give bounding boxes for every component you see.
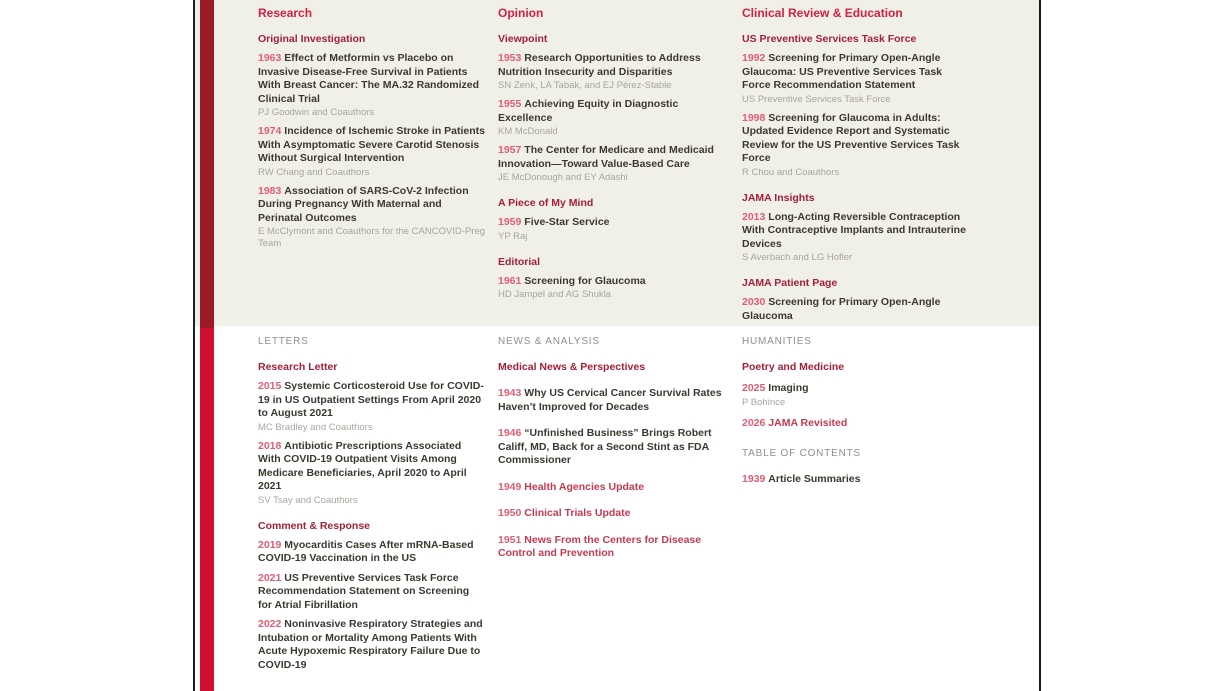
page-number: 1950	[498, 507, 522, 519]
page-number: 1961	[498, 274, 522, 287]
section-header-table-of-contents: TABLE OF CONTENTS	[742, 448, 861, 459]
toc-group-editorial	[498, 256, 726, 302]
toc-item	[498, 98, 726, 138]
article-authors: E McClymont and Coauthors for the CANCOVID-Preg Team	[258, 226, 486, 249]
article-title: Antibiotic Prescriptions Associated With COVID-19 Outpatient Visits Among Medicare Beneficiaries, April 2020 to April 2021	[258, 439, 467, 492]
article-authors: SV Tsay and Coauthors	[258, 494, 358, 506]
page-number: 2015	[258, 380, 282, 392]
article-authors: PJ Goodwin and Coauthors	[258, 107, 375, 118]
article-line	[498, 216, 726, 230]
toc-item	[258, 52, 486, 119]
toc-group-jama-patient-page	[742, 277, 970, 323]
column-clinical-review	[742, 7, 970, 323]
toc-item	[742, 417, 970, 431]
column-news-analysis	[498, 336, 726, 561]
article-authors: KM McDonald	[498, 126, 558, 137]
category-label: A Piece of My Mind	[498, 197, 594, 209]
page-number: 1953	[498, 52, 522, 64]
toc-item	[258, 440, 486, 507]
article-title: Incidence of Ischemic Stroke in Patients With Asymptomatic Severe Carotid Stenosis Without Surgical Intervention	[258, 125, 486, 164]
category-label: Viewpoint	[498, 33, 548, 45]
toc-item	[258, 539, 486, 566]
article-title: Screening for Primary Open-Angle Glaucoma	[742, 296, 941, 322]
article-authors: RW Chang and Coauthors	[258, 166, 370, 178]
article-title: News From the Centers for Disease Control and Prevention	[498, 533, 702, 559]
article-authors: S Averbach and LG Hofler	[742, 252, 853, 263]
article-authors: R Chou and Coauthors	[742, 166, 840, 178]
page-number: 1949	[498, 480, 522, 493]
toc-item	[498, 507, 726, 521]
article-title: Research Opportunities to Address Nutrition Insecurity and Disparities	[498, 52, 701, 78]
article-line	[258, 52, 486, 106]
page-number: 1959	[498, 216, 522, 228]
toc-item	[742, 211, 970, 265]
article-line	[498, 98, 726, 125]
section-header-research: Research	[258, 6, 313, 20]
toc-item	[258, 572, 486, 613]
article-title: US Preventive Services Task Force Recommendation Statement on Screening for Atrial Fibrillation	[258, 571, 470, 611]
column-opinion	[498, 7, 726, 301]
toc-group-us-preventive-services-task-force	[742, 33, 970, 179]
column-humanities	[742, 336, 970, 487]
article-line	[498, 507, 726, 521]
page-number: 1951	[498, 533, 522, 546]
article-title: Imaging	[768, 382, 809, 394]
toc-group-untitled	[742, 473, 970, 487]
article-line	[742, 296, 970, 323]
page-number: 2030	[742, 296, 766, 308]
page-number: 1946	[498, 427, 522, 439]
article-title: Why US Cervical Cancer Survival Rates Haven’t Improved for Decades	[498, 387, 722, 413]
article-title: “Unfinished Business” Brings Robert Califf, MD, Back for a Second Stint as FDA Commissioner	[498, 427, 712, 466]
article-title: The Center for Medicare and Medicaid Innovation—Toward Value-Based Care	[498, 144, 714, 170]
column-research	[258, 7, 486, 250]
toc-group-research-letter	[258, 361, 486, 507]
article-line	[258, 380, 486, 421]
toc-item	[498, 275, 726, 302]
article-title: Article Summaries	[768, 473, 861, 485]
section-header-opinion: Opinion	[498, 6, 544, 20]
toc-item	[258, 380, 486, 434]
toc-item	[498, 427, 726, 468]
article-title: Effect of Metformin vs Placebo on Invasive Disease-Free Survival in Patients With Breast Cancer: The MA.32 Randomized Clinical Trial	[258, 52, 480, 105]
category-label: JAMA Insights	[742, 191, 815, 204]
toc-group-poetry-and-medicine	[742, 361, 970, 430]
category-label: Comment & Response	[258, 519, 371, 532]
article-title: Five-Star Service	[524, 216, 610, 228]
article-title: Clinical Trials Update	[524, 507, 631, 519]
toc-item	[258, 618, 486, 672]
article-line	[498, 52, 726, 79]
page-number: 2019	[258, 538, 282, 551]
article-title: Myocarditis Cases After mRNA-Based COVID-19 Vaccination in the US	[258, 538, 474, 564]
article-title: Screening for Glaucoma in Adults: Updated Evidence Report and Systematic Review for the US Preventive Services Task Force	[742, 111, 960, 164]
article-line	[258, 440, 486, 494]
toc-item	[742, 296, 970, 323]
article-authors: US Preventive Services Task Force	[742, 93, 891, 105]
category-label: Medical News & Perspectives	[498, 361, 646, 373]
article-line	[258, 185, 486, 226]
page-number: 2013	[742, 210, 766, 223]
article-line	[258, 572, 486, 613]
toc-item	[498, 481, 726, 495]
article-title: Screening for Glaucoma	[524, 274, 646, 287]
toc-group-jama-insights	[742, 192, 970, 265]
category-label: US Preventive Services Task Force	[742, 33, 917, 45]
column-letters	[258, 336, 486, 672]
toc-item	[498, 387, 726, 414]
category-label: Poetry and Medicine	[742, 361, 845, 373]
page-number: 1974	[258, 125, 282, 137]
toc-item	[742, 382, 970, 409]
toc-item	[258, 125, 486, 179]
page-number: 1943	[498, 387, 522, 399]
toc-group-medical-news-perspectives	[498, 361, 726, 561]
article-title: JAMA Revisited	[768, 416, 848, 429]
toc-group-comment-response	[258, 520, 486, 673]
article-line	[742, 211, 970, 252]
article-title: Systemic Corticosteroid Use for COVID-19 in US Outpatient Settings From April 2020 to August 2021	[258, 380, 484, 419]
page-number: 1998	[742, 111, 766, 124]
article-line	[258, 618, 486, 672]
toc-item	[498, 52, 726, 92]
article-authors: MC Bradley and Coauthors	[258, 421, 373, 433]
article-authors: P Bohince	[742, 396, 786, 408]
category-label: JAMA Patient Page	[742, 277, 838, 289]
article-line	[498, 427, 726, 468]
page-number: 1955	[498, 98, 522, 110]
spine-accent-dark-segment	[200, 0, 214, 328]
article-line	[742, 473, 970, 487]
article-authors: SN Zenk, LA Tabak, and EJ Pérez-Stable	[498, 80, 672, 91]
article-line	[498, 481, 726, 495]
article-line	[498, 387, 726, 414]
toc-item	[742, 473, 970, 487]
page-number: 2026	[742, 416, 766, 429]
toc-group-viewpoint	[498, 33, 726, 184]
spine-accent-bright-segment	[200, 328, 214, 691]
toc-item	[498, 534, 726, 561]
page-number: 1983	[258, 184, 282, 197]
article-line	[742, 382, 970, 396]
toc-item	[742, 112, 970, 179]
article-line	[742, 417, 970, 431]
page-number: 2022	[258, 618, 282, 630]
toc-item	[498, 144, 726, 184]
article-line	[742, 52, 970, 93]
page-number: 1957	[498, 144, 522, 156]
article-title: Association of SARS-CoV-2 Infection During Pregnancy With Maternal and Perinatal Outcomes	[258, 184, 469, 224]
section-header-news-analysis: NEWS & ANALYSIS	[498, 336, 600, 347]
spine-accent-bar	[200, 0, 214, 691]
article-title: Screening for Primary Open-Angle Glaucoma: US Preventive Services Task Force Recommendation Statement	[742, 52, 942, 91]
page-number: 2021	[258, 571, 282, 584]
toc-item	[258, 185, 486, 251]
article-line	[258, 125, 486, 166]
page-number: 1939	[742, 473, 766, 485]
article-title: Noninvasive Respiratory Strategies and Intubation or Mortality Among Patients With Acute Hypoxemic Respiratory Failure Due to COVID-19	[258, 618, 483, 671]
category-label: Editorial	[498, 255, 541, 268]
page-number: 2018	[258, 439, 282, 452]
page-number: 2025	[742, 382, 766, 394]
toc-item	[498, 216, 726, 243]
journal-page-frame	[193, 0, 1041, 691]
article-title: Achieving Equity in Diagnostic Excellence	[498, 98, 679, 124]
article-line	[498, 534, 726, 561]
article-line	[258, 539, 486, 566]
article-line	[498, 144, 726, 171]
page-number: 1963	[258, 52, 282, 64]
article-authors: HD Jampel and AG Shukla	[498, 289, 612, 300]
category-label: Original Investigation	[258, 33, 366, 45]
article-title: Long-Acting Reversible Contraception With Contraceptive Implants and Intrauterine Devices	[742, 210, 966, 250]
page-number: 1992	[742, 52, 766, 64]
section-header-letters: LETTERS	[258, 336, 309, 347]
article-authors: JE McDonough and EY Adashi	[498, 172, 628, 183]
article-line	[742, 112, 970, 166]
article-title: Health Agencies Update	[524, 480, 645, 493]
toc-group-a-piece-of-my-mind	[498, 197, 726, 243]
section-header-humanities: HUMANITIES	[742, 336, 812, 347]
category-label: Research Letter	[258, 361, 338, 373]
article-authors: YP Raj	[498, 230, 528, 242]
section-header-clinical-review-education: Clinical Review & Education	[742, 6, 903, 20]
toc-group-original-investigation	[258, 33, 486, 250]
article-line	[498, 275, 726, 289]
toc-item	[742, 52, 970, 106]
